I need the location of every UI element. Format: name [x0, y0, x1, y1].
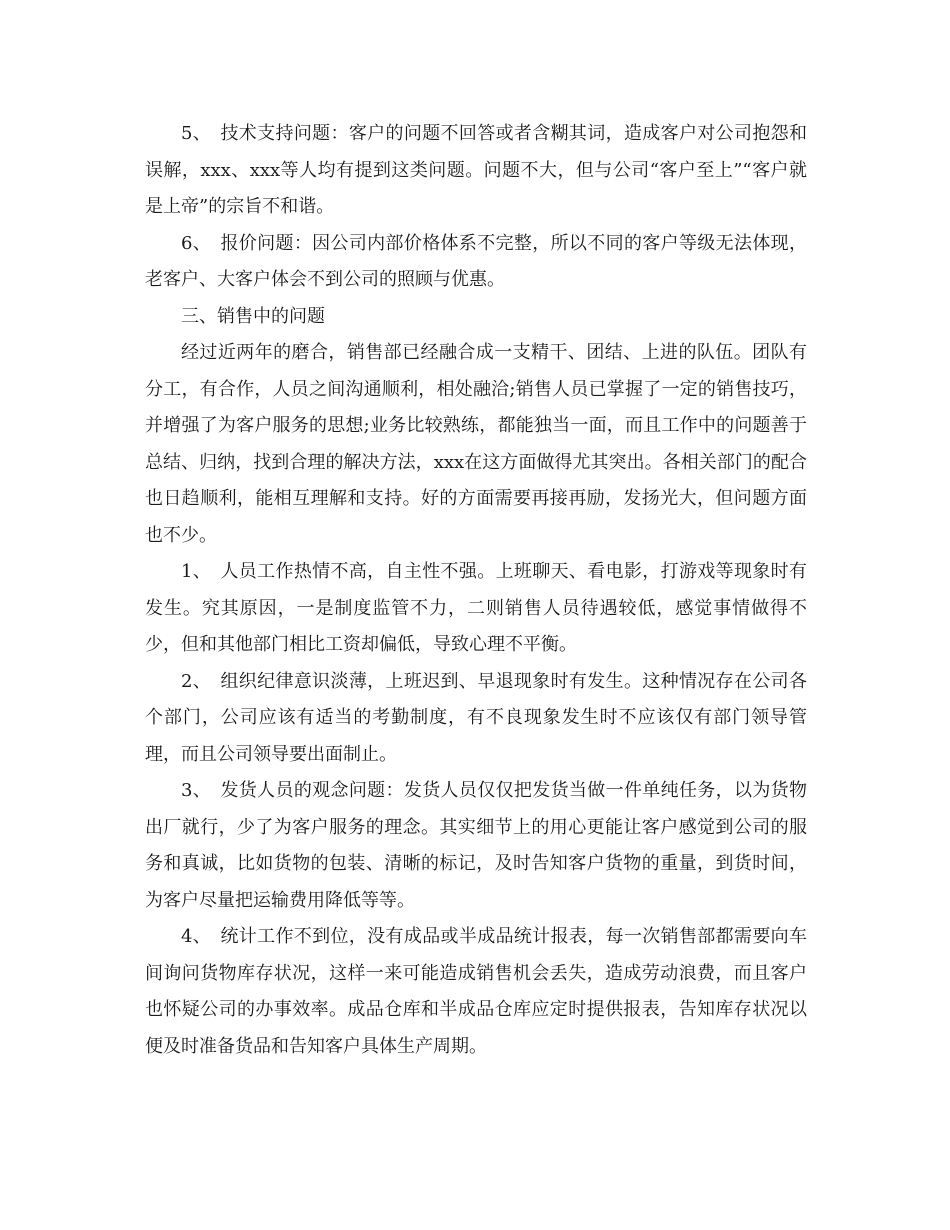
paragraph-item-4: 4、 统计工作不到位，没有成品或半成品统计报表，每一次销售部都需要向车间询问货物库存状况，这样一来可能造成销售机会丢失，造成劳动浪费，而且客户也怀疑公司的办事效率。成品仓库和半成品仓库应定时提供报表，告知库存状况以便及时准备货品和告知客户具体生产周期。: [145, 926, 807, 1057]
document-page: [145, 116, 807, 1065]
paragraph-item-1: 1、 人员工作热情不高，自主性不强。上班聊天、看电影，打游戏等现象时有发生。究其原因，一是制度监管不力，二则销售人员待遇较低，感觉事情做得不少，但和其他部门相比工资却偏低，导致心理不平衡。: [145, 561, 807, 655]
paragraph-sales-overview: 经过近两年的磨合，销售部已经融合成一支精干、团结、上进的队伍。团队有分工，有合作，人员之间沟通顺利，相处融洽;销售人员已掌握了一定的销售技巧，并增强了为客户服务的思想;业务比较熟练，都能独当一面，而且工作中的问题善于总结、归纳，找到合理的解决方法，xxx在这方面做得尤其突出。各相关部门的配合也日趋顺利，能相互理解和支持。好的方面需要再接再励，发扬光大，但问题方面也不少。: [145, 342, 807, 546]
paragraph-item-3: 3、 发货人员的观念问题：发货人员仅仅把发货当做一件单纯任务，以为货物出厂就行，少了为客户服务的理念。其实细节上的用心更能让客户感觉到公司的服务和真诚，比如货物的包装、清晰的标记，及时告知客户货物的重量，到货时间，为客户尽量把运输费用降低等等。: [145, 780, 807, 911]
section-heading-sales-issues: 三、销售中的问题: [181, 305, 325, 327]
paragraph-pricing: 6、 报价问题：因公司内部价格体系不完整，所以不同的客户等级无法体现，老客户、大客户体会不到公司的照顾与优惠。: [145, 232, 807, 290]
paragraph-item-2: 2、 组织纪律意识淡薄，上班迟到、早退现象时有发生。这种情况存在公司各个部门，公司应该有适当的考勤制度，有不良现象发生时不应该仅有部门领导管理，而且公司领导要出面制止。: [145, 670, 807, 765]
paragraph-tech-support: 5、 技术支持问题：客户的问题不回答或者含糊其词，造成客户对公司抱怨和误解，xxx、xxx等人均有提到这类问题。问题不大，但与公司“客户至上”“客户就是上帝”的宗旨不和谐。: [145, 123, 807, 217]
